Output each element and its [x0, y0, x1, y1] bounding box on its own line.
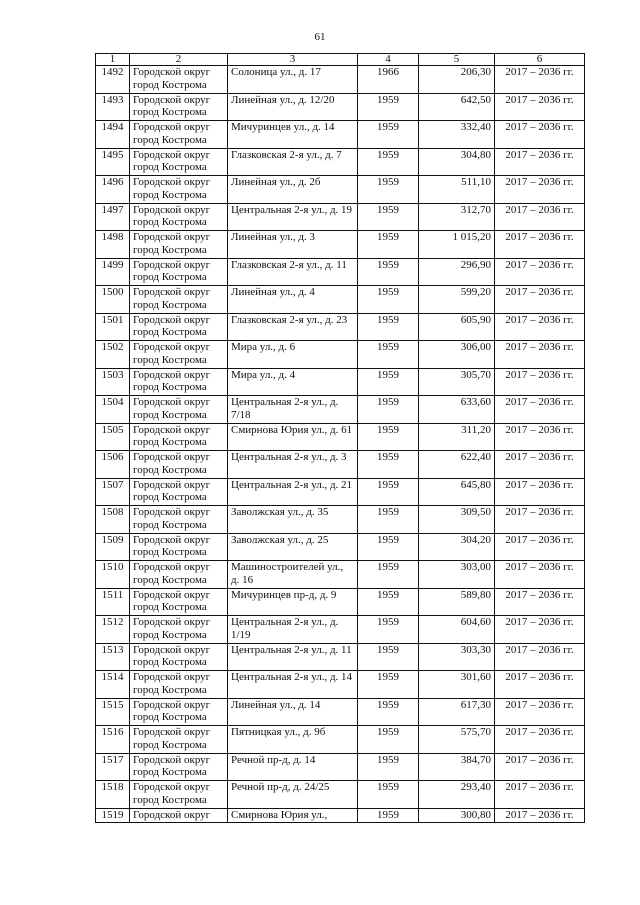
row-number: 1508 — [96, 506, 130, 534]
year-cell: 1959 — [358, 561, 419, 589]
table-row — [96, 148, 585, 176]
row-number: 1519 — [96, 808, 130, 822]
address-cell: Мичуринцев пр-д, д. 9 — [228, 588, 358, 616]
header-col-3: 3 — [228, 54, 358, 66]
year-cell: 1959 — [358, 341, 419, 369]
year-cell: 1959 — [358, 203, 419, 231]
address-cell: Глазковская 2-я ул., д. 23 — [228, 313, 358, 341]
area-cell: 617,30 — [419, 698, 495, 726]
row-number: 1516 — [96, 726, 130, 754]
year-cell: 1966 — [358, 66, 419, 94]
period-cell: 2017 – 2036 гг. — [495, 808, 585, 822]
header-col-1: 1 — [96, 54, 130, 66]
area-cell: 311,20 — [419, 423, 495, 451]
year-cell: 1959 — [358, 698, 419, 726]
municipality-cell: Городской округ город Кострома — [130, 561, 228, 589]
table-row — [96, 643, 585, 671]
area-cell: 301,60 — [419, 671, 495, 699]
row-number: 1503 — [96, 368, 130, 396]
address-cell: Глазковская 2-я ул., д. 11 — [228, 258, 358, 286]
table-row — [96, 561, 585, 589]
row-number: 1495 — [96, 148, 130, 176]
year-cell: 1959 — [358, 286, 419, 314]
table-row — [96, 121, 585, 149]
period-cell: 2017 – 2036 гг. — [495, 698, 585, 726]
municipality-cell: Городской округ город Кострома — [130, 368, 228, 396]
year-cell: 1959 — [358, 753, 419, 781]
year-cell: 1959 — [358, 258, 419, 286]
address-cell: Смирнова Юрия ул., — [228, 808, 358, 822]
housing-register-table — [95, 53, 585, 823]
address-cell: Солоница ул., д. 17 — [228, 66, 358, 94]
municipality-cell: Городской округ город Кострома — [130, 203, 228, 231]
table-row — [96, 808, 585, 822]
municipality-cell: Городской округ город Кострома — [130, 698, 228, 726]
area-cell: 306,00 — [419, 341, 495, 369]
table-row — [96, 533, 585, 561]
year-cell: 1959 — [358, 231, 419, 259]
area-cell: 633,60 — [419, 396, 495, 424]
period-cell: 2017 – 2036 гг. — [495, 203, 585, 231]
year-cell: 1959 — [358, 423, 419, 451]
year-cell: 1959 — [358, 506, 419, 534]
period-cell: 2017 – 2036 гг. — [495, 478, 585, 506]
period-cell: 2017 – 2036 гг. — [495, 506, 585, 534]
address-cell: Центральная 2-я ул., д. 1/19 — [228, 616, 358, 644]
period-cell: 2017 – 2036 гг. — [495, 93, 585, 121]
municipality-cell: Городской округ город Кострома — [130, 506, 228, 534]
municipality-cell: Городской округ город Кострома — [130, 341, 228, 369]
area-cell: 303,00 — [419, 561, 495, 589]
municipality-cell: Городской округ город Кострома — [130, 313, 228, 341]
period-cell: 2017 – 2036 гг. — [495, 176, 585, 204]
municipality-cell: Городской округ город Кострома — [130, 423, 228, 451]
row-number: 1498 — [96, 231, 130, 259]
table-row — [96, 258, 585, 286]
period-cell: 2017 – 2036 гг. — [495, 286, 585, 314]
municipality-cell: Городской округ город Кострома — [130, 671, 228, 699]
address-cell: Центральная 2-я ул., д. 7/18 — [228, 396, 358, 424]
municipality-cell: Городской округ город Кострома — [130, 643, 228, 671]
municipality-cell: Городской округ — [130, 808, 228, 822]
year-cell: 1959 — [358, 313, 419, 341]
year-cell: 1959 — [358, 478, 419, 506]
address-cell: Линейная ул., д. 4 — [228, 286, 358, 314]
row-number: 1493 — [96, 93, 130, 121]
year-cell: 1959 — [358, 93, 419, 121]
table-row — [96, 176, 585, 204]
period-cell: 2017 – 2036 гг. — [495, 533, 585, 561]
address-cell: Мира ул., д. 6 — [228, 341, 358, 369]
period-cell: 2017 – 2036 гг. — [495, 753, 585, 781]
table-row — [96, 341, 585, 369]
period-cell: 2017 – 2036 гг. — [495, 368, 585, 396]
municipality-cell: Городской округ город Кострома — [130, 258, 228, 286]
year-cell: 1959 — [358, 671, 419, 699]
municipality-cell: Городской округ город Кострома — [130, 396, 228, 424]
municipality-cell: Городской округ город Кострома — [130, 286, 228, 314]
table-row — [96, 588, 585, 616]
period-cell: 2017 – 2036 гг. — [495, 148, 585, 176]
area-cell: 642,50 — [419, 93, 495, 121]
year-cell: 1959 — [358, 368, 419, 396]
period-cell: 2017 – 2036 гг. — [495, 231, 585, 259]
table-row — [96, 478, 585, 506]
period-cell: 2017 – 2036 гг. — [495, 341, 585, 369]
area-cell: 304,80 — [419, 148, 495, 176]
municipality-cell: Городской округ город Кострома — [130, 93, 228, 121]
row-number: 1502 — [96, 341, 130, 369]
year-cell: 1959 — [358, 451, 419, 479]
table-row — [96, 203, 585, 231]
address-cell: Линейная ул., д. 2б — [228, 176, 358, 204]
area-cell: 622,40 — [419, 451, 495, 479]
period-cell: 2017 – 2036 гг. — [495, 451, 585, 479]
municipality-cell: Городской округ город Кострома — [130, 451, 228, 479]
area-cell: 599,20 — [419, 286, 495, 314]
area-cell: 575,70 — [419, 726, 495, 754]
year-cell: 1959 — [358, 396, 419, 424]
row-number: 1513 — [96, 643, 130, 671]
address-cell: Глазковская 2-я ул., д. 7 — [228, 148, 358, 176]
area-cell: 300,80 — [419, 808, 495, 822]
year-cell: 1959 — [358, 121, 419, 149]
address-cell: Линейная ул., д. 14 — [228, 698, 358, 726]
table-row — [96, 506, 585, 534]
municipality-cell: Городской округ город Кострома — [130, 616, 228, 644]
municipality-cell: Городской округ город Кострома — [130, 231, 228, 259]
header-col-5: 5 — [419, 54, 495, 66]
municipality-cell: Городской округ город Кострома — [130, 781, 228, 809]
municipality-cell: Городской округ город Кострома — [130, 121, 228, 149]
table-row — [96, 671, 585, 699]
municipality-cell: Городской округ город Кострома — [130, 176, 228, 204]
header-col-2: 2 — [130, 54, 228, 66]
municipality-cell: Городской округ город Кострома — [130, 478, 228, 506]
area-cell: 305,70 — [419, 368, 495, 396]
area-cell: 296,90 — [419, 258, 495, 286]
period-cell: 2017 – 2036 гг. — [495, 616, 585, 644]
year-cell: 1959 — [358, 616, 419, 644]
year-cell: 1959 — [358, 781, 419, 809]
row-number: 1507 — [96, 478, 130, 506]
period-cell: 2017 – 2036 гг. — [495, 66, 585, 94]
row-number: 1500 — [96, 286, 130, 314]
table-row — [96, 423, 585, 451]
table-row — [96, 286, 585, 314]
year-cell: 1959 — [358, 533, 419, 561]
area-cell: 309,50 — [419, 506, 495, 534]
municipality-cell: Городской округ город Кострома — [130, 588, 228, 616]
area-cell: 312,70 — [419, 203, 495, 231]
year-cell: 1959 — [358, 176, 419, 204]
period-cell: 2017 – 2036 гг. — [495, 313, 585, 341]
municipality-cell: Городской округ город Кострома — [130, 66, 228, 94]
period-cell: 2017 – 2036 гг. — [495, 396, 585, 424]
row-number: 1515 — [96, 698, 130, 726]
area-cell: 206,30 — [419, 66, 495, 94]
table-row — [96, 313, 585, 341]
table-row — [96, 781, 585, 809]
row-number: 1512 — [96, 616, 130, 644]
period-cell: 2017 – 2036 гг. — [495, 726, 585, 754]
row-number: 1494 — [96, 121, 130, 149]
year-cell: 1959 — [358, 726, 419, 754]
address-cell: Центральная 2-я ул., д. 3 — [228, 451, 358, 479]
year-cell: 1959 — [358, 588, 419, 616]
header-col-4: 4 — [358, 54, 419, 66]
period-cell: 2017 – 2036 гг. — [495, 671, 585, 699]
row-number: 1505 — [96, 423, 130, 451]
row-number: 1506 — [96, 451, 130, 479]
table-row — [96, 451, 585, 479]
table-row — [96, 368, 585, 396]
table-row — [96, 396, 585, 424]
address-cell: Речной пр-д, д. 14 — [228, 753, 358, 781]
table-body — [96, 66, 585, 823]
address-cell: Линейная ул., д. 12/20 — [228, 93, 358, 121]
address-cell: Заволжская ул., д. 25 — [228, 533, 358, 561]
period-cell: 2017 – 2036 гг. — [495, 643, 585, 671]
address-cell: Центральная 2-я ул., д. 19 — [228, 203, 358, 231]
row-number: 1492 — [96, 66, 130, 94]
address-cell: Центральная 2-я ул., д. 14 — [228, 671, 358, 699]
address-cell: Смирнова Юрия ул., д. 61 — [228, 423, 358, 451]
header-col-6: 6 — [495, 54, 585, 66]
table-row — [96, 753, 585, 781]
address-cell: Машиностроителей ул., д. 16 — [228, 561, 358, 589]
municipality-cell: Городской округ город Кострома — [130, 753, 228, 781]
row-number: 1510 — [96, 561, 130, 589]
address-cell: Мичуринцев ул., д. 14 — [228, 121, 358, 149]
period-cell: 2017 – 2036 гг. — [495, 121, 585, 149]
municipality-cell: Городской округ город Кострома — [130, 533, 228, 561]
area-cell: 332,40 — [419, 121, 495, 149]
period-cell: 2017 – 2036 гг. — [495, 781, 585, 809]
address-cell: Линейная ул., д. 3 — [228, 231, 358, 259]
table-row — [96, 66, 585, 94]
area-cell: 303,30 — [419, 643, 495, 671]
municipality-cell: Городской округ город Кострома — [130, 726, 228, 754]
row-number: 1509 — [96, 533, 130, 561]
table-header-row — [96, 54, 585, 66]
period-cell: 2017 – 2036 гг. — [495, 423, 585, 451]
row-number: 1497 — [96, 203, 130, 231]
row-number: 1501 — [96, 313, 130, 341]
row-number: 1518 — [96, 781, 130, 809]
year-cell: 1959 — [358, 643, 419, 671]
address-cell: Мира ул., д. 4 — [228, 368, 358, 396]
row-number: 1514 — [96, 671, 130, 699]
area-cell: 645,80 — [419, 478, 495, 506]
address-cell: Центральная 2-я ул., д. 21 — [228, 478, 358, 506]
table-row — [96, 726, 585, 754]
table-row — [96, 698, 585, 726]
area-cell: 293,40 — [419, 781, 495, 809]
period-cell: 2017 – 2036 гг. — [495, 588, 585, 616]
table-row — [96, 93, 585, 121]
row-number: 1511 — [96, 588, 130, 616]
year-cell: 1959 — [358, 808, 419, 822]
page-number: 61 — [314, 31, 326, 43]
address-cell: Речной пр-д, д. 24/25 — [228, 781, 358, 809]
row-number: 1517 — [96, 753, 130, 781]
municipality-cell: Городской округ город Кострома — [130, 148, 228, 176]
address-cell: Центральная 2-я ул., д. 11 — [228, 643, 358, 671]
table-row — [96, 616, 585, 644]
area-cell: 384,70 — [419, 753, 495, 781]
address-cell: Пятницкая ул., д. 9б — [228, 726, 358, 754]
period-cell: 2017 – 2036 гг. — [495, 258, 585, 286]
row-number: 1504 — [96, 396, 130, 424]
area-cell: 511,10 — [419, 176, 495, 204]
area-cell: 589,80 — [419, 588, 495, 616]
table-row — [96, 231, 585, 259]
address-cell: Заволжская ул., д. 35 — [228, 506, 358, 534]
area-cell: 605,90 — [419, 313, 495, 341]
area-cell: 304,20 — [419, 533, 495, 561]
area-cell: 1 015,20 — [419, 231, 495, 259]
period-cell: 2017 – 2036 гг. — [495, 561, 585, 589]
row-number: 1496 — [96, 176, 130, 204]
area-cell: 604,60 — [419, 616, 495, 644]
row-number: 1499 — [96, 258, 130, 286]
year-cell: 1959 — [358, 148, 419, 176]
